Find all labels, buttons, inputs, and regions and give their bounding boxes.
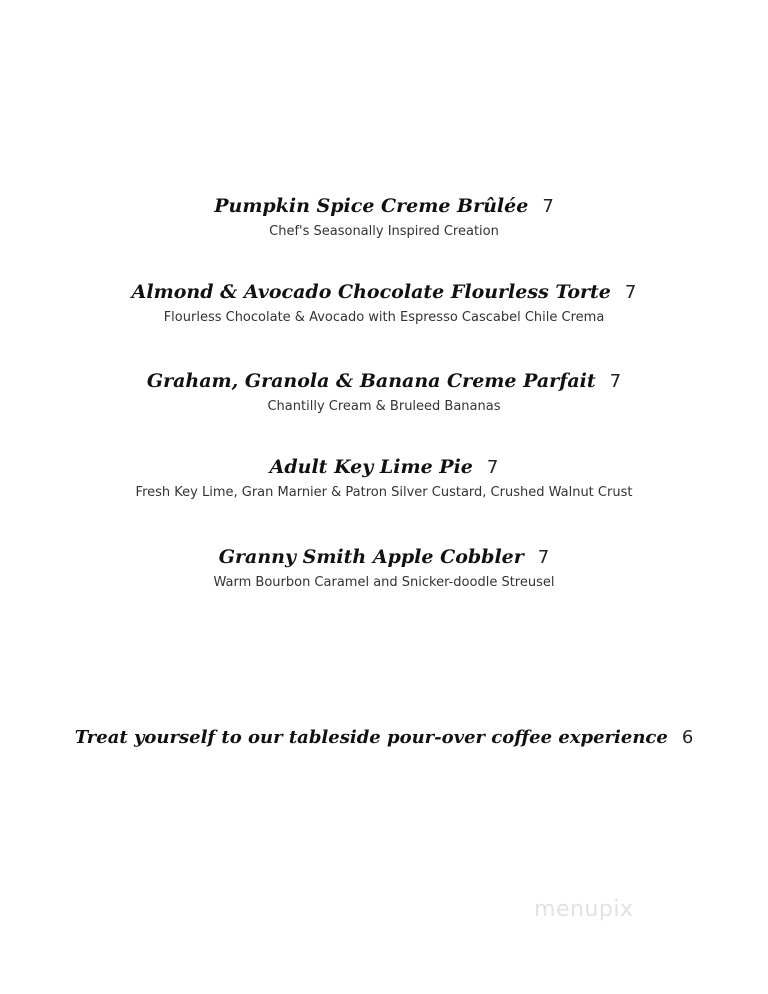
item-name: Almond & Avocado Chocolate Flourless Torte — [131, 281, 611, 303]
item-price: 7 — [537, 547, 550, 568]
item-description: Warm Bourbon Caramel and Snicker-doodle Streusel — [213, 575, 555, 590]
item-title — [0, 194, 768, 219]
item-title — [0, 369, 768, 394]
menu-item-almond-avocado-torte — [0, 280, 768, 327]
item-price: 7 — [609, 371, 622, 392]
coffee-offer-price: 6 — [681, 727, 694, 748]
menu-item-adult-key-lime-pie — [0, 455, 768, 502]
item-description: Chef's Seasonally Inspired Creation — [269, 224, 499, 239]
item-title — [0, 455, 768, 480]
coffee-offer-text — [0, 726, 768, 750]
coffee-offer — [0, 726, 768, 750]
item-description: Flourless Chocolate & Avocado with Espresso Cascabel Chile Crema — [163, 310, 605, 325]
menu-item-graham-granola-parfait — [0, 369, 768, 416]
menu-item-pumpkin-spice-creme-brulee — [0, 194, 768, 241]
item-name: Graham, Granola & Banana Creme Parfait — [146, 370, 596, 392]
item-description: Chantilly Cream & Bruleed Bananas — [267, 399, 501, 414]
item-price: 7 — [486, 457, 499, 478]
item-name: Pumpkin Spice Creme Brûlée — [214, 195, 529, 217]
watermark-logo: menupix — [534, 897, 634, 922]
item-price: 7 — [624, 282, 637, 303]
item-name: Granny Smith Apple Cobbler — [218, 546, 524, 568]
coffee-offer-label: Treat yourself to our tableside pour-over coffee experience — [74, 727, 668, 748]
item-title — [0, 545, 768, 570]
item-description: Fresh Key Lime, Gran Marnier & Patron Silver Custard, Crushed Walnut Crust — [135, 485, 633, 500]
menu-item-granny-smith-apple-cobbler — [0, 545, 768, 592]
item-price: 7 — [542, 196, 554, 217]
item-name: Adult Key Lime Pie — [269, 456, 473, 478]
item-title — [0, 280, 768, 305]
